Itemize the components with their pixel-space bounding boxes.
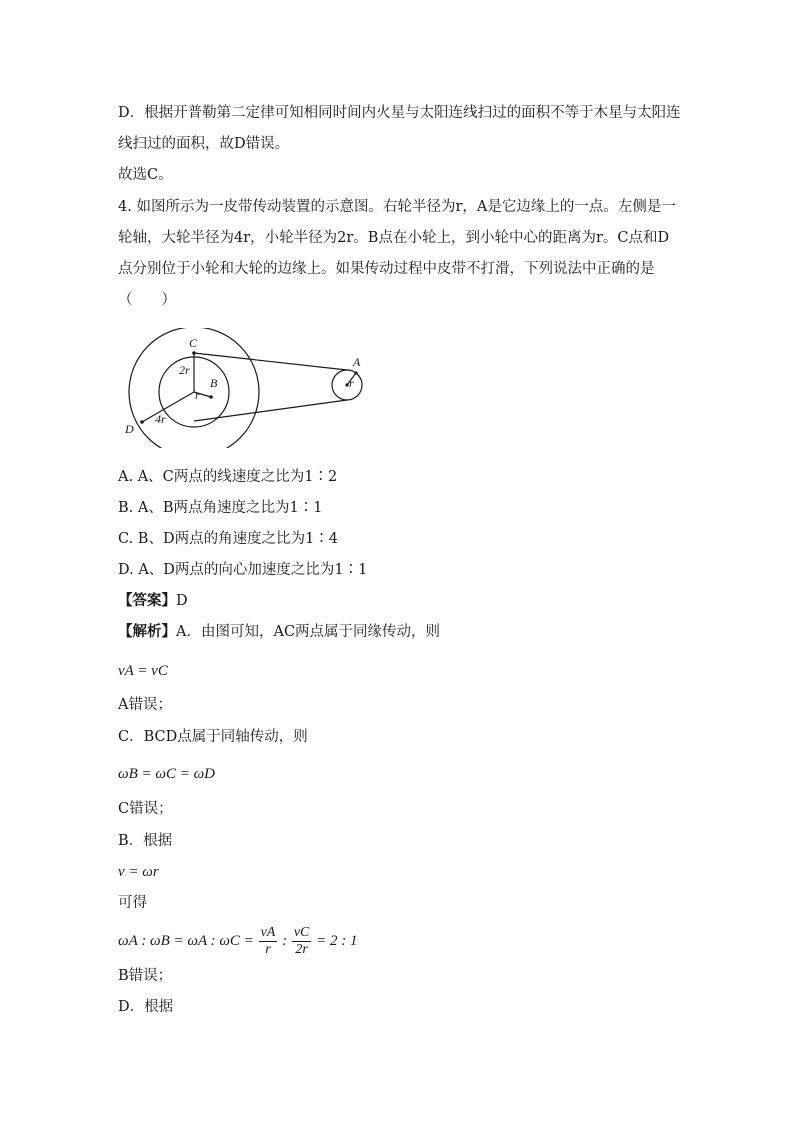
- label-2r: 2r: [179, 363, 190, 377]
- belt-top: [194, 353, 347, 370]
- belt-bottom: [194, 400, 347, 421]
- equation-3: v = ωr: [118, 864, 159, 880]
- belt-pulley-diagram: [115, 328, 375, 448]
- analysis-line: A错误；: [118, 697, 172, 713]
- text-line: D．根据开普勒第二定律可知相同时间内火星与太阳连线扫过的面积不等于木星与太阳连: [118, 105, 681, 121]
- label-4r: 4r: [155, 412, 166, 426]
- analysis-line: B．根据: [118, 833, 173, 849]
- answer-value: D: [176, 593, 188, 609]
- answer-line: [118, 591, 188, 611]
- option-a: A. A、C两点的线速度之比为1∶2: [118, 469, 338, 485]
- question-4-line: 轮轴，大轮半径为4r，小轮半径为2r。B点在小轮上，到小轮中心的距离为r。C点和D: [118, 230, 670, 246]
- equation-2: ωB = ωC = ωD: [118, 766, 216, 782]
- label-c: C: [189, 336, 198, 350]
- option-b: B. A、B两点角速度之比为1∶1: [118, 500, 323, 516]
- option-c: C. B、D两点的角速度之比为1∶4: [118, 531, 339, 547]
- analysis-line: B错误；: [118, 968, 173, 984]
- question-4-line: 4. 如图所示为一皮带传动装置的示意图。右轮半径为r，A是它边缘上的一点。左侧是一: [118, 199, 676, 215]
- text-line: 故选C。: [118, 167, 173, 183]
- analysis-line: [118, 622, 440, 642]
- label-d: D: [125, 422, 134, 436]
- analysis-line: 可得: [118, 895, 147, 911]
- label-r-right: r: [349, 376, 354, 390]
- label-b: B: [210, 376, 218, 390]
- label-a: A: [353, 355, 361, 369]
- point-c-dot: [192, 351, 196, 355]
- radius-4r: [142, 392, 194, 422]
- question-4-line: （ ）: [118, 292, 176, 308]
- answer-tag: 【答案】: [118, 592, 176, 609]
- eq4-right: = 2 : 1: [316, 933, 358, 949]
- option-d: D. A、D两点的向心加速度之比为1∶1: [118, 562, 368, 578]
- analysis-text: A．由图可知，AC两点属于同缘传动，则: [176, 624, 441, 640]
- equation-1: vA = vC: [118, 663, 168, 679]
- point-d-dot: [140, 420, 144, 424]
- question-4-line: 点分别位于小轮和大轮的边缘上。如果传动过程中皮带不打滑，下列说法中正确的是: [118, 261, 655, 277]
- analysis-tag: 【解析】: [118, 623, 176, 640]
- fraction-vc-2r: $\frac{vC}{2r}$: [293, 925, 310, 958]
- point-a-dot: [354, 371, 357, 374]
- analysis-line: C错误；: [118, 801, 173, 817]
- analysis-line: D．根据: [118, 999, 174, 1015]
- analysis-line: C．BCD点属于同轴传动，则: [118, 729, 308, 745]
- eq4-left: ωA : ωB = ωA : ωC =: [118, 933, 254, 949]
- point-b-dot: [209, 395, 213, 399]
- label-r-left: r: [195, 388, 200, 402]
- equation-4: ωA : ωB = ωA : ωC = $\frac{vA}{r}$ : $\frac{vC}{2r}$ = 2 : 1: [118, 925, 358, 958]
- text-line: 线扫过的面积，故D错误。: [118, 136, 290, 152]
- fraction-va-r: $\frac{vA}{r}$: [260, 925, 276, 958]
